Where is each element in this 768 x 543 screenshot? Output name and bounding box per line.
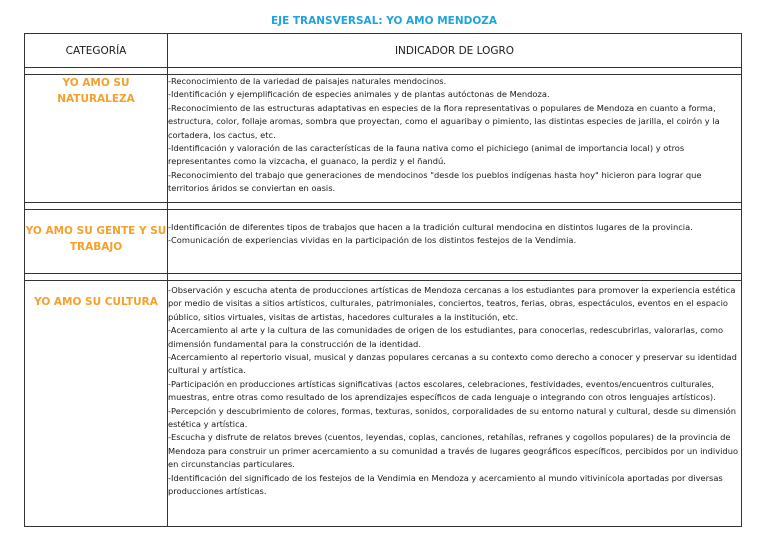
table-row (25, 210, 742, 274)
indicator-item: -Reconocimiento del trabajo que generaciones de mendocinos "desde los pueblos indígenas hasta hoy" hicieron para lograr que territorios áridos se conviertan en oasis. (168, 169, 702, 194)
header-indicador: INDICADOR DE LOGRO (168, 34, 742, 68)
indicator-item: -Identificación y ejemplificación de especies animales y de plantas autóctonas de Mendoza. (168, 89, 550, 100)
indicator-item: -Identificación y valoración de las características de la fauna nativa como el pichiciego (animal de importancia local) y otros representantes como la vizcacha, el guanaco, la perdiz y el ñandú. (168, 143, 685, 167)
indicator-item: -Observación y escucha atenta de producciones artísticas de Mendoza cercanas a los estudiantes para promover la experiencia estética por medio de visitas a sitios artísticos, culturales, patrimoniales, conciertos, teatros, ferias, obras, espectáculos, eventos en el espacio público, sitios virtuales, visitas de artistas, hacedores culturales a la institución, etc. (168, 285, 736, 322)
table-row (25, 75, 742, 203)
category-gente-trabajo: YO AMO SU GENTE Y SU TRABAJO (25, 210, 168, 274)
indicators-gente-trabajo (168, 210, 742, 274)
indicator-item: -Escucha y disfrute de relatos breves (cuentos, leyendas, coplas, canciones, retahílas, refranes y cogollos populares) de la provincia de Mendoza para construir un primer acercamiento a su comunidad a través de lugares geográficos específicos, percibidos por un individuo en circunstancias particulares. (168, 432, 739, 470)
document-title: EJE TRANSVERSAL: YO AMO MENDOZA (270, 15, 497, 27)
category-cultura: YO AMO SU CULTURA (25, 281, 168, 527)
indicator-item: -Reconocimiento de las estructuras adaptativas en especies de la flora representativas o populares de Mendoza en cuanto a forma, estructura, color, follaje aromas, sombra que proyectan, como el aguaribay o pimiento, las distintas especies de jarilla, el coirón y la cortadera, los cactus, etc. (168, 102, 720, 140)
header-categoria: CATEGORÍA (25, 34, 168, 68)
indicator-item: -Reconocimiento de la variedad de paisajes naturales mendocinos. (168, 76, 447, 86)
row-spacer (25, 203, 742, 210)
indicators-naturaleza (168, 75, 742, 203)
category-naturaleza: YO AMO SU NATURALEZA (25, 75, 168, 203)
indicators-table (24, 33, 742, 527)
indicator-item: -Participación en producciones artísticas significativas (actos escolares, celebraciones, festividades, eventos/encuentros culturales, muestras, entre otras como resultado de los aprendizajes específicos de cada lenguaje o integrando con otros lenguajes artísticos). (168, 378, 716, 403)
table-row (25, 281, 742, 527)
row-spacer (25, 68, 742, 75)
indicators-cultura (168, 281, 742, 527)
table-header-row (25, 34, 742, 68)
row-spacer (25, 274, 742, 281)
indicator-item: -Identificación del significado de los festejos de la Vendimia en Mendoza y acercamiento al mundo vitivinícola aportadas por diversas producciones artísticas. (168, 472, 723, 497)
indicator-item: -Comunicación de experiencias vividas en la participación de los distintos festejos de la Vendimia. (168, 235, 577, 246)
indicator-item: -Percepción y descubrimiento de colores, formas, texturas, sonidos, corporalidades de su entorno natural y cultural, desde su dimensión estética y artística. (168, 405, 736, 430)
indicator-item: -Acercamiento al repertorio visual, musical y danzas populares cercanas a su contexto como derecho a conocer y preservar su identidad cultural y artística. (168, 352, 737, 376)
indicator-item: -Identificación de diferentes tipos de trabajos que hacen a la tradición cultural mendocina en distintos lugares de la provincia. (168, 222, 693, 232)
indicator-item: -Acercamiento al arte y la cultura de las comunidades de origen de los estudiantes, para conocerlas, redescubrirlas, valorarlas, como dimensión fundamental para la construcción de la identidad. (168, 325, 724, 349)
